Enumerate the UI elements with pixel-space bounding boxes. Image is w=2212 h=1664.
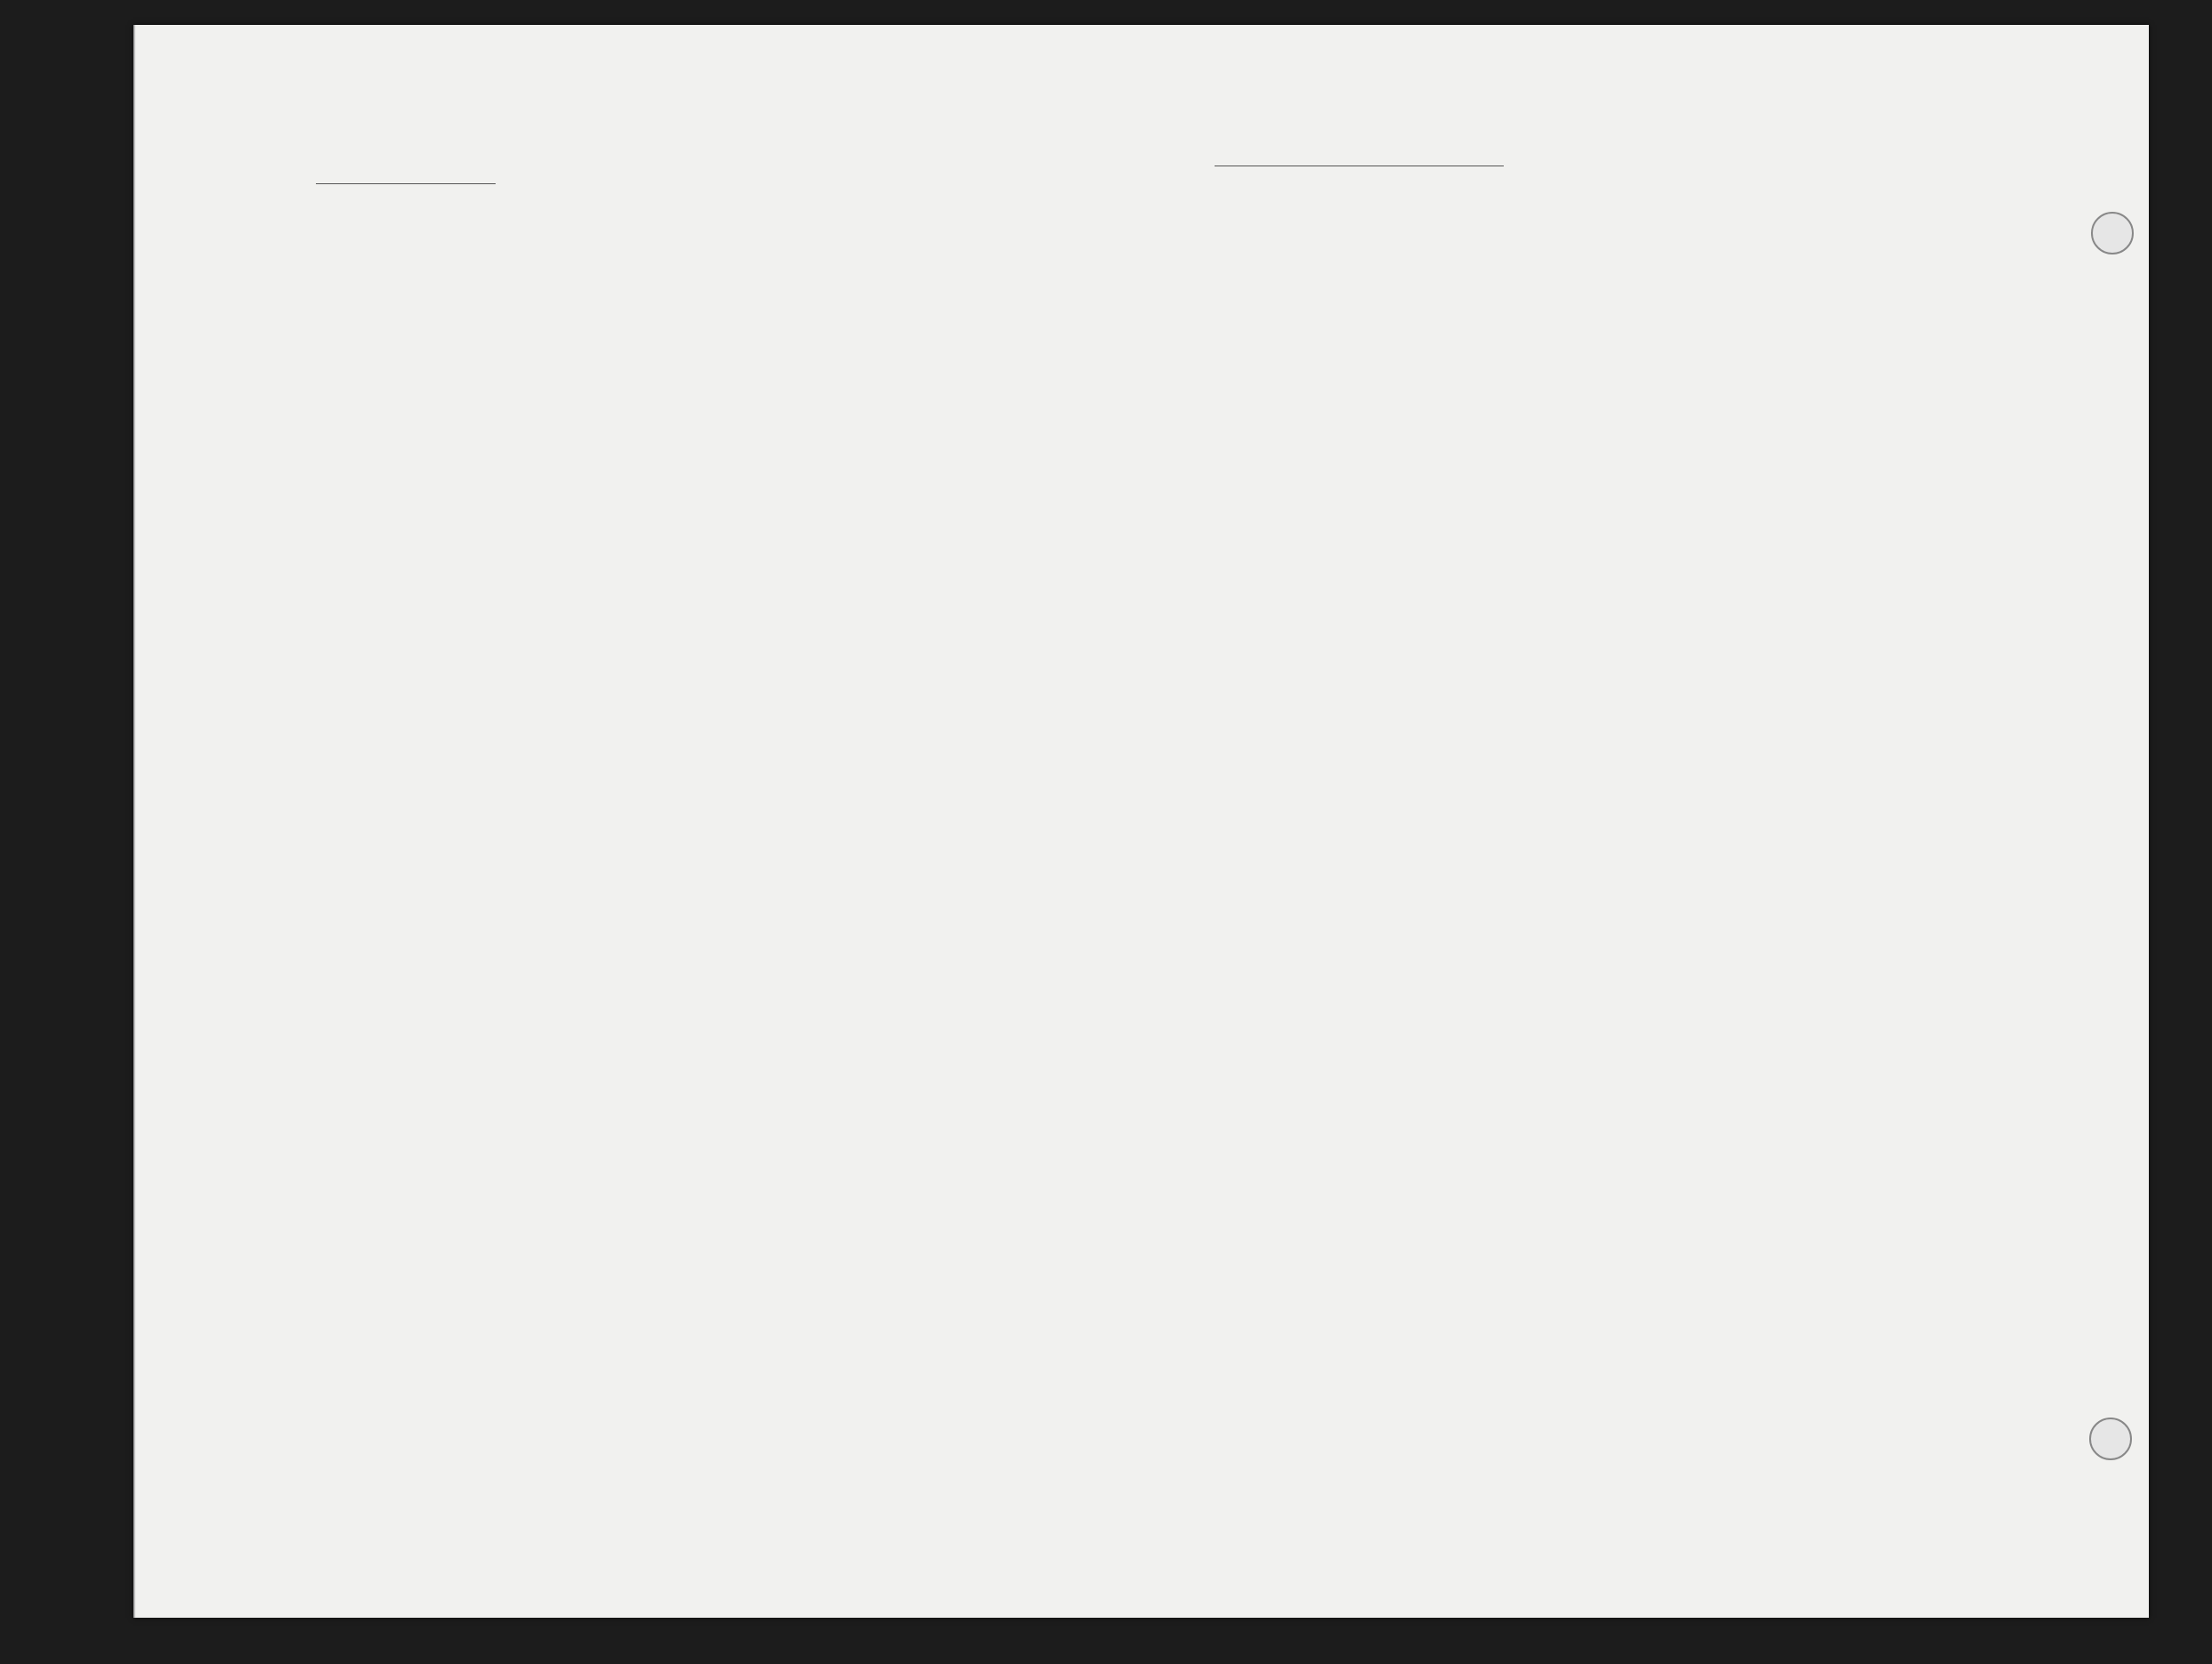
punch-hole-top (2091, 212, 2134, 254)
year-value (316, 183, 496, 184)
page-edge (133, 25, 135, 1618)
punch-hole-bottom (2089, 1418, 2132, 1460)
register-page (133, 25, 2149, 1618)
